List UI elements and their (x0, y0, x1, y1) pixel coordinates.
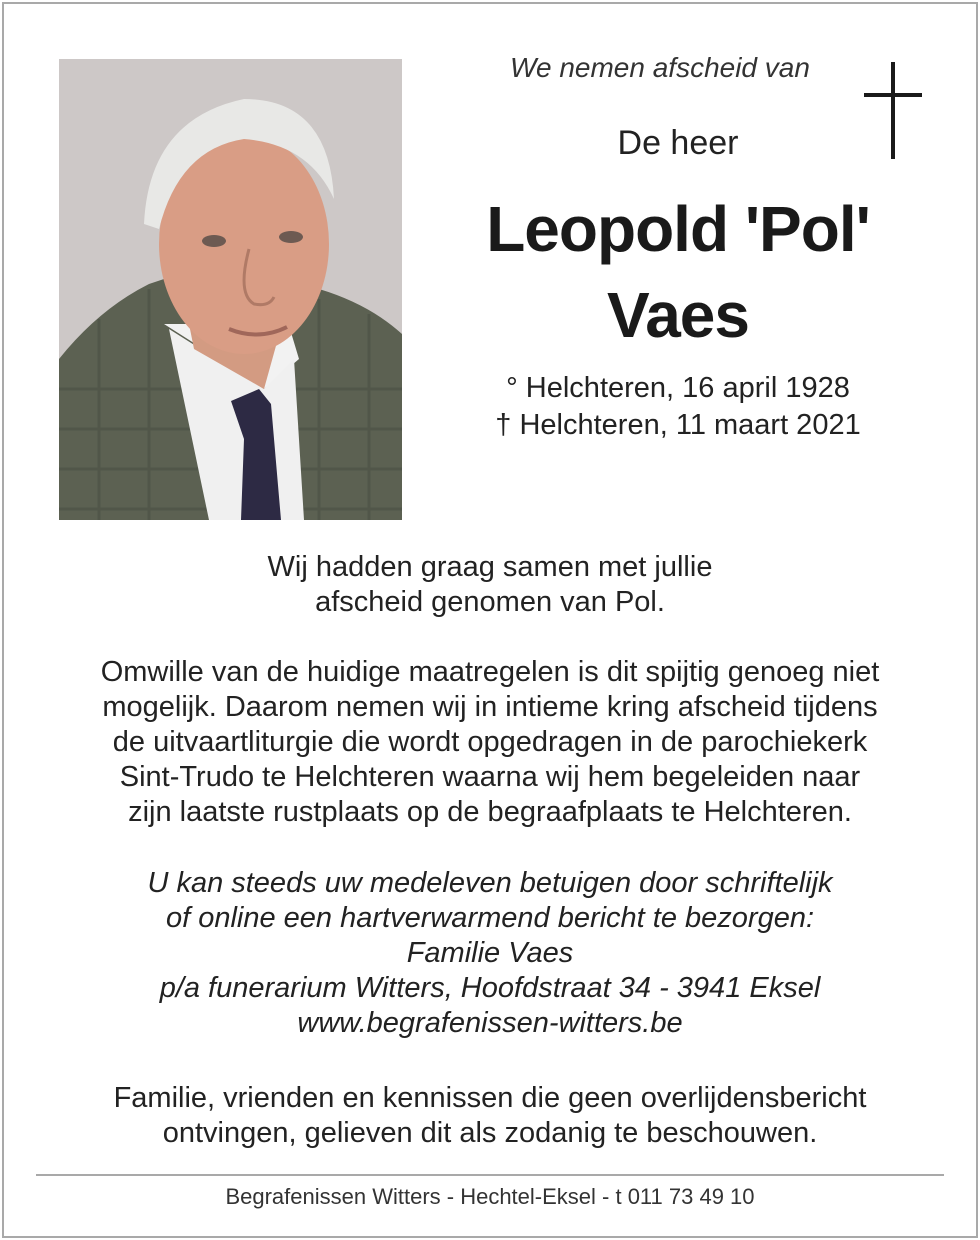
text-line: of online een hartverwarmend bericht te bezorgen: (165, 902, 815, 934)
text-line: Sint-Trudo te Helchteren waarna wij hem begeleiden naar (119, 761, 861, 793)
birth-date: ° Helchteren, 16 april 1928 (506, 372, 850, 404)
deceased-name (440, 186, 916, 358)
text-line: afscheid genomen van Pol. (315, 586, 665, 618)
family-name: Familie Vaes (406, 937, 574, 969)
footer-divider (36, 1174, 944, 1176)
text-line: U kan steeds uw medeleven betuigen door schriftelijk (147, 867, 833, 899)
text-line: de uitvaartliturgie die wordt opgedragen in de parochiekerk (112, 726, 868, 758)
life-dates (440, 370, 916, 444)
honorific: De heer (617, 124, 739, 162)
paragraph-ceremony (40, 655, 940, 830)
text-line: Omwille van de huidige maatregelen is dit spijtig genoeg niet (100, 656, 880, 688)
portrait-photo (59, 59, 402, 520)
text-line: ontvingen, gelieven dit als zodanig te beschouwen. (162, 1117, 818, 1149)
address: p/a funerarium Witters, Hoofdstraat 34 - 3941 Eksel (159, 972, 821, 1004)
text-line: mogelijk. Daarom nemen wij in intieme kring afscheid tijdens (102, 691, 878, 723)
text-line: Familie, vrienden en kennissen die geen overlijdensbericht (113, 1082, 867, 1114)
text-line: zijn laatste rustplaats op de begraafplaats te Helchteren. (128, 796, 852, 828)
text-line: Wij hadden graag samen met jullie (267, 551, 713, 583)
name-line-2: Vaes (607, 279, 749, 351)
intro-text: We nemen afscheid van (510, 52, 810, 83)
website-link[interactable]: www.begrafenissen-witters.be (297, 1007, 683, 1039)
footer-text: Begrafenissen Witters - Hechtel-Eksel - t 011 73 49 10 (225, 1184, 755, 1209)
paragraph-farewell (40, 550, 940, 620)
death-date: † Helchteren, 11 maart 2021 (495, 409, 861, 441)
paragraph-condolences (40, 866, 940, 1041)
paragraph-notice (40, 1081, 940, 1151)
name-line-1: Leopold 'Pol' (486, 193, 870, 265)
